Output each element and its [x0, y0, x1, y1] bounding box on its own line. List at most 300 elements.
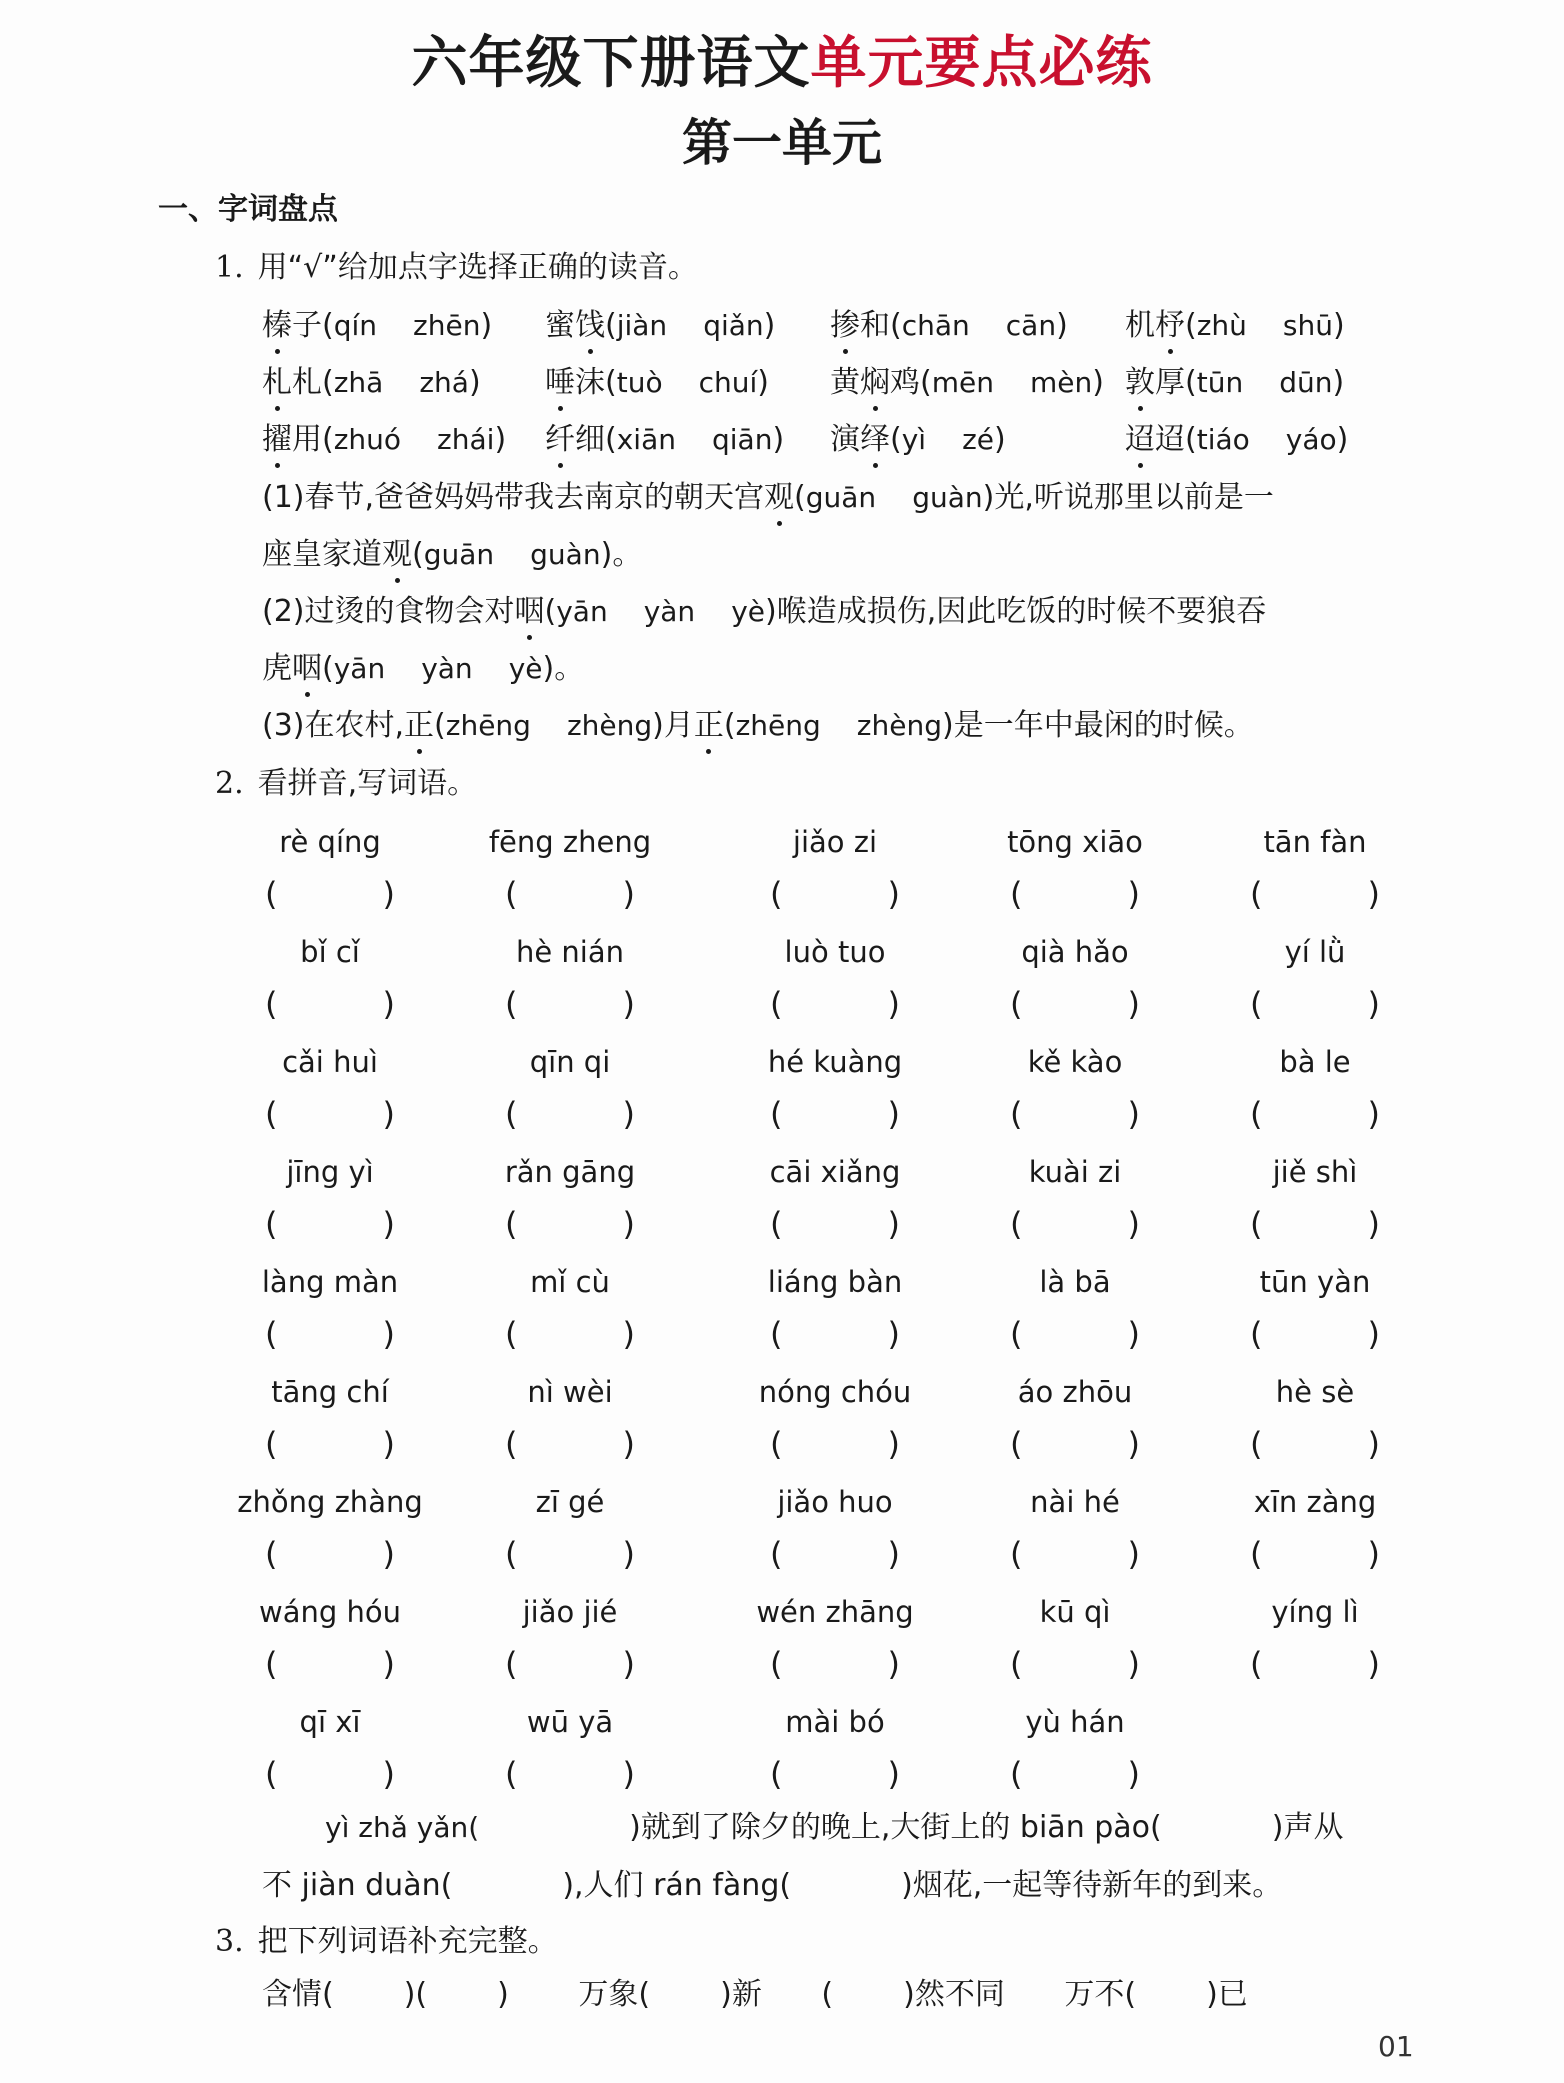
paren: (: [1250, 1425, 1263, 1463]
answer-box[interactable]: [1250, 984, 1380, 1024]
pinyin-prompt: bà le: [1279, 1045, 1351, 1079]
option[interactable]: yè: [731, 595, 765, 628]
paren: (: [505, 1315, 518, 1353]
word-char: 子: [292, 308, 322, 343]
answer-box[interactable]: [1010, 1534, 1140, 1574]
answer-box[interactable]: [265, 984, 395, 1024]
pinyin-prompt: hè nián: [515, 935, 625, 969]
q3-instruction: 把下列词语补充完整。: [257, 1924, 558, 1959]
option[interactable]: zhèng: [566, 709, 653, 742]
pinyin-prompt: làng màn: [261, 1265, 399, 1299]
pinyin-option[interactable]: mèn: [1029, 366, 1093, 399]
q1-title: [215, 248, 698, 288]
dotted-char: 札: [262, 363, 292, 403]
paren: (: [265, 1315, 278, 1353]
paren: (: [1010, 1315, 1023, 1353]
pronunciation-item: [1125, 363, 1344, 403]
pinyin-prompt: cǎi huì: [282, 1045, 378, 1079]
pinyin-prompt: liáng bàn: [767, 1265, 903, 1299]
paren: (: [505, 1205, 518, 1243]
pinyin-option[interactable]: cān: [1005, 309, 1057, 342]
pinyin-prompt: rè qíng: [279, 825, 381, 859]
dotted-char: 饯: [575, 306, 605, 346]
answer-box[interactable]: [1010, 1314, 1140, 1354]
pronunciation-item: [830, 363, 1104, 403]
pinyin-prompt: wū yā: [526, 1705, 614, 1739]
sentence-2-line-1: (2)过烫的食物会对咽(yān yàn yè)喉造成损伤,因此吃饭的时候不要狼吞: [262, 592, 1266, 632]
pinyin-prompt: hè sè: [1275, 1375, 1355, 1409]
paren: (: [770, 1425, 783, 1463]
word-char: 机: [1125, 308, 1155, 343]
sentence-1-line-1: (1)春节,爸爸妈妈带我去南京的朝天宫观(guān guàn)光,听说那里以前是一: [262, 478, 1274, 518]
paren: (: [1010, 1535, 1023, 1573]
paren: (: [1250, 1645, 1263, 1683]
paren: (: [1250, 1535, 1263, 1573]
dotted-char: 正: [694, 706, 724, 746]
pinyin-prompt: tōng xiāo: [1007, 825, 1143, 859]
paren: ): [887, 875, 900, 913]
pinyin-prompt: nài hé: [1030, 1485, 1120, 1519]
pronunciation-item: [262, 306, 492, 346]
pinyin-prompt: wén zhāng: [756, 1595, 914, 1629]
pinyin-prompt: luò tuo: [784, 935, 886, 969]
paren: ): [1367, 1205, 1380, 1243]
paren: (: [770, 1535, 783, 1573]
paren: ): [887, 1425, 900, 1463]
paren: ): [1127, 1535, 1140, 1573]
paren: (: [322, 308, 334, 343]
pinyin-prompt: mài bó: [785, 1705, 885, 1739]
pinyin-prompt: qī xī: [299, 1705, 361, 1739]
pronunciation-item: [1125, 420, 1348, 460]
pinyin-option[interactable]: zhái: [437, 423, 495, 456]
paren: (: [770, 1205, 783, 1243]
pinyin-prompt: jiǎo huo: [777, 1485, 893, 1519]
answer-box[interactable]: [505, 1644, 635, 1684]
punct: 。: [612, 537, 643, 572]
pinyin-option[interactable]: zhá: [419, 366, 469, 399]
pinyin-prompt: yí lǜ: [1284, 935, 1346, 969]
pronunciation-item: [830, 420, 1006, 460]
paren: ): [622, 1755, 635, 1793]
pinyin-prompt: là bā: [1039, 1265, 1111, 1299]
paren: (: [1185, 365, 1197, 400]
answer-box[interactable]: [770, 1094, 900, 1134]
paren: ): [1127, 875, 1140, 913]
paren: (: [265, 1535, 278, 1573]
pinyin-prompt: jiǎo jié: [522, 1595, 618, 1629]
q2-title: [215, 764, 477, 804]
word-char: 用: [292, 422, 322, 457]
paren: ): [887, 1535, 900, 1573]
pinyin-prompt: xīn zàng: [1253, 1485, 1377, 1519]
pronunciation-item: [262, 420, 506, 460]
word-char: 演: [830, 422, 860, 457]
paren: (: [265, 985, 278, 1023]
paren: (: [505, 1645, 518, 1683]
paren: ): [382, 1315, 395, 1353]
paren: ): [1127, 985, 1140, 1023]
word-char: 和: [860, 308, 890, 343]
answer-box[interactable]: [770, 1204, 900, 1244]
paren: ): [1127, 1645, 1140, 1683]
paren: ): [1127, 1425, 1140, 1463]
paren: (: [1010, 1645, 1023, 1683]
pinyin-option[interactable]: shū: [1282, 309, 1334, 342]
answer-box[interactable]: [505, 1314, 635, 1354]
paren: (: [770, 985, 783, 1023]
pinyin-option[interactable]: zhuó: [333, 423, 402, 456]
answer-box[interactable]: [265, 1534, 395, 1574]
option[interactable]: guān: [423, 538, 495, 571]
paren: (: [322, 365, 334, 400]
paragraph-text: yì zhǎ yǎn(: [325, 1811, 480, 1844]
paren: (: [770, 1645, 783, 1683]
pinyin-prompt: nì wèi: [527, 1375, 613, 1409]
title-black: 六年级下册语文: [411, 30, 811, 96]
answer-box[interactable]: [1250, 1314, 1380, 1354]
sentence-3: (3)在农村,正(zhēng zhèng)月正(zhēng zhèng)是一年中最闲的时候。: [262, 706, 1254, 746]
answer-box[interactable]: [1010, 1754, 1140, 1794]
option[interactable]: yàn: [421, 652, 473, 685]
option[interactable]: guān: [805, 481, 877, 514]
answer-box[interactable]: [505, 1754, 635, 1794]
option[interactable]: guàn: [530, 538, 601, 571]
paren: (: [770, 875, 783, 913]
pinyin-option[interactable]: qiān: [711, 423, 773, 456]
sentence-text: 月: [663, 708, 694, 743]
pronunciation-item: [830, 306, 1068, 346]
paren: (: [770, 1315, 783, 1353]
paren: (: [605, 422, 617, 457]
answer-box[interactable]: [265, 1424, 395, 1464]
option[interactable]: zhēng: [735, 709, 821, 742]
answer-box[interactable]: [1010, 984, 1140, 1024]
pinyin-prompt: yù hán: [1025, 1705, 1125, 1739]
paren: ): [382, 875, 395, 913]
pinyin-prompt: áo zhōu: [1017, 1375, 1133, 1409]
q2-instruction: 看拼音,写词语。: [257, 766, 478, 801]
paren: (: [505, 985, 518, 1023]
word-char: 迢: [1155, 422, 1185, 457]
paren: (: [770, 1095, 783, 1133]
pronunciation-item: [1125, 306, 1345, 346]
dotted-char: 敦: [1125, 363, 1155, 403]
pinyin-option[interactable]: tiáo: [1196, 423, 1250, 456]
answer-box[interactable]: [1250, 874, 1380, 914]
answer-box[interactable]: [265, 874, 395, 914]
paren: ): [1333, 308, 1345, 343]
paren: (: [505, 875, 518, 913]
answer-box[interactable]: [1010, 874, 1140, 914]
answer-box[interactable]: [265, 1094, 395, 1134]
sentence-2-line-2: 虎咽(yān yàn yè)。: [262, 649, 584, 689]
option[interactable]: zhēng: [445, 709, 531, 742]
paren: (: [1185, 422, 1197, 457]
paren: ): [382, 1535, 395, 1573]
paren: (: [770, 1755, 783, 1793]
paren: ): [622, 985, 635, 1023]
answer-box[interactable]: [505, 1534, 635, 1574]
sentence-text: (2)过烫的食物会对: [262, 594, 515, 629]
paren: (: [1010, 875, 1023, 913]
paren: ): [622, 1315, 635, 1353]
word-char: 蜜: [545, 308, 575, 343]
answer-box[interactable]: [265, 1644, 395, 1684]
paren: ): [1056, 308, 1068, 343]
paren: (: [265, 1645, 278, 1683]
paren: (: [265, 1425, 278, 1463]
pinyin-prompt: kuài zi: [1028, 1155, 1122, 1189]
paren: ): [887, 1645, 900, 1683]
pinyin-option[interactable]: yì: [901, 423, 927, 456]
answer-box[interactable]: [1010, 1204, 1140, 1244]
pinyin-option[interactable]: chuí: [698, 366, 758, 399]
paren: ): [1367, 1425, 1380, 1463]
option[interactable]: yàn: [643, 595, 696, 628]
pinyin-option[interactable]: dūn: [1279, 366, 1333, 399]
answer-box[interactable]: [770, 1754, 900, 1794]
answer-box[interactable]: [505, 874, 635, 914]
paren: (: [920, 365, 932, 400]
paren: ): [1127, 1315, 1140, 1353]
pinyin-prompt: qià hǎo: [1021, 935, 1129, 969]
sentence-text: 是一年中最闲的时候。: [953, 708, 1254, 743]
paragraph-line-2: [262, 1866, 1282, 1906]
answer-box[interactable]: [1250, 1094, 1380, 1134]
paren: ): [1127, 1755, 1140, 1793]
pinyin-prompt: tāng chí: [271, 1375, 389, 1409]
pinyin-prompt: bǐ cǐ: [300, 935, 360, 969]
pinyin-option[interactable]: tuò: [616, 366, 663, 399]
paren: ): [763, 308, 776, 343]
paren: (: [265, 1205, 278, 1243]
answer-box[interactable]: [1250, 1204, 1380, 1244]
word-char: 沫: [575, 365, 605, 400]
paren: (: [505, 1535, 518, 1573]
answer-box[interactable]: [265, 1754, 395, 1794]
paren: (: [1250, 875, 1263, 913]
dotted-char: 观: [382, 535, 412, 575]
pinyin-prompt: kě kào: [1027, 1045, 1123, 1079]
dotted-char: 咽: [292, 649, 322, 689]
paren: ): [622, 1095, 635, 1133]
paren: ): [887, 1205, 900, 1243]
word-char: 鸡: [890, 365, 920, 400]
paren: (: [605, 308, 617, 343]
paren: (: [505, 1755, 518, 1793]
unit-subtitle: 第一单元: [682, 113, 882, 172]
dotted-char: 纤: [545, 420, 575, 460]
paren: ): [1367, 985, 1380, 1023]
answer-box[interactable]: [265, 1314, 395, 1354]
answer-box[interactable]: [505, 1204, 635, 1244]
pinyin-option[interactable]: zhā: [333, 366, 384, 399]
paragraph-text: 不 jiàn duàn(: [262, 1868, 453, 1903]
pinyin-option[interactable]: tūn: [1196, 366, 1244, 399]
paren: (: [322, 422, 334, 457]
answer-box[interactable]: [770, 1424, 900, 1464]
paren: ): [382, 985, 395, 1023]
pinyin-prompt: hé kuàng: [767, 1045, 903, 1079]
answer-box[interactable]: [265, 1204, 395, 1244]
dotted-char: 观: [764, 478, 794, 518]
pinyin-prompt: yíng lì: [1271, 1595, 1359, 1629]
paren: ): [622, 1205, 635, 1243]
pinyin-option[interactable]: chān: [901, 309, 970, 342]
paren: ): [772, 422, 785, 457]
paren: ): [1367, 1535, 1380, 1573]
answer-box[interactable]: [505, 1424, 635, 1464]
option[interactable]: yān: [556, 595, 608, 628]
pinyin-prompt: qīn qi: [529, 1045, 611, 1079]
pronunciation-item: [262, 363, 481, 403]
paren: ): [382, 1095, 395, 1133]
dotted-char: 焖: [860, 363, 890, 403]
paragraph-text: )烟花,一起等待新年的到来。: [901, 1868, 1283, 1903]
pinyin-option[interactable]: zhù: [1196, 309, 1247, 342]
paren: ): [1367, 1315, 1380, 1353]
paren: (: [1010, 1425, 1023, 1463]
dotted-char: 掺: [830, 306, 860, 346]
paren: ): [622, 1645, 635, 1683]
answer-box[interactable]: [770, 874, 900, 914]
pinyin-prompt: nóng chóu: [758, 1375, 912, 1409]
option[interactable]: yè: [508, 652, 543, 685]
pinyin-option[interactable]: zé: [962, 423, 995, 456]
q3-number: 3.: [215, 1924, 244, 1959]
idiom-item: 万不( )已: [1064, 1977, 1248, 2012]
pinyin-prompt: rǎn gāng: [504, 1155, 636, 1189]
sentence-1-line-2: 座皇家道观(guān guàn)。: [262, 535, 642, 575]
pinyin-option[interactable]: xiān: [616, 423, 676, 456]
answer-box[interactable]: [1250, 1534, 1380, 1574]
title-red: 单元要点必练: [810, 30, 1153, 96]
paren: ): [1367, 1095, 1380, 1133]
paren: (: [1250, 1205, 1263, 1243]
paren: ): [757, 365, 769, 400]
paren: ): [887, 1095, 900, 1133]
paren: (: [605, 365, 617, 400]
paren: (: [1185, 308, 1197, 343]
pinyin-prompt: kū qì: [1039, 1595, 1111, 1629]
option[interactable]: yān: [333, 652, 386, 685]
q2-number: 2.: [215, 766, 244, 801]
paren: ): [887, 1315, 900, 1353]
q1-instruction: 用“√”给加点字选择正确的读音。: [257, 250, 698, 285]
answer-box[interactable]: [1010, 1644, 1140, 1684]
paren: (: [1010, 985, 1023, 1023]
paren: (: [890, 422, 902, 457]
paren: ): [468, 365, 481, 400]
paren: ): [1367, 1645, 1380, 1683]
sentence-text: (1)春节,爸爸妈妈带我去南京的朝天宫: [262, 480, 765, 515]
pinyin-prompt: tūn yàn: [1259, 1265, 1371, 1299]
paren: (: [1250, 1095, 1263, 1133]
paren: ): [887, 1755, 900, 1793]
pinyin-prompt: mǐ cù: [530, 1265, 610, 1299]
answer-box[interactable]: [770, 1534, 900, 1574]
punct: 。: [554, 651, 585, 686]
paren: (: [505, 1425, 518, 1463]
dotted-char: 擢: [262, 420, 292, 460]
pinyin-prompt: jiě shì: [1272, 1155, 1358, 1189]
answer-box[interactable]: [1010, 1424, 1140, 1464]
option[interactable]: guàn: [912, 481, 983, 514]
option[interactable]: zhèng: [856, 709, 942, 742]
pronunciation-item: [545, 306, 775, 346]
dotted-char: 正: [404, 706, 434, 746]
answer-box[interactable]: [1250, 1424, 1380, 1464]
answer-box[interactable]: [1250, 1644, 1380, 1684]
answer-box[interactable]: [770, 1644, 900, 1684]
idiom-item: ( )然不同: [821, 1977, 1005, 2012]
pinyin-prompt: jīng yì: [286, 1155, 374, 1189]
dotted-char: 唾: [545, 363, 575, 403]
paren: ): [622, 1535, 635, 1573]
paren: (: [265, 1755, 278, 1793]
pinyin-option[interactable]: qiǎn: [703, 309, 764, 342]
idiom-item: 含情( )( ): [262, 1977, 509, 2012]
idiom-list: [262, 1975, 1248, 2015]
answer-box[interactable]: [770, 984, 900, 1024]
answer-box[interactable]: [770, 1314, 900, 1354]
paren: ): [1127, 1095, 1140, 1133]
paren: ): [494, 422, 507, 457]
sentence-text: 座皇家道: [262, 537, 382, 572]
section-heading: 一、字词盘点: [158, 192, 338, 227]
paren: ): [480, 308, 493, 343]
pinyin-prompt: zī gé: [535, 1485, 605, 1519]
sentence-text: 喉造成损伤,因此吃饭的时候不要狼吞: [776, 594, 1267, 629]
paren: (: [1010, 1755, 1023, 1793]
paren: (: [1250, 1315, 1263, 1353]
paren: ): [1367, 875, 1380, 913]
dotted-char: 绎: [860, 420, 890, 460]
paren: (: [1010, 1095, 1023, 1133]
paren: ): [1332, 365, 1345, 400]
page-number: 01: [1378, 2030, 1414, 2063]
word-char: 札: [292, 365, 322, 400]
pinyin-prompt: cāi xiǎng: [769, 1155, 901, 1189]
pinyin-option[interactable]: qín: [333, 309, 378, 342]
pronunciation-item: [545, 363, 769, 403]
paragraph-line-1: [325, 1808, 1343, 1848]
answer-box[interactable]: [1010, 1094, 1140, 1134]
pinyin-prompt: zhǒng zhàng: [237, 1485, 423, 1519]
paren: (: [265, 875, 278, 913]
pinyin-option[interactable]: jiàn: [616, 309, 668, 342]
q1-number: 1.: [215, 250, 244, 285]
paren: (: [890, 308, 902, 343]
pinyin-option[interactable]: mēn: [931, 366, 994, 399]
paren: ): [382, 1755, 395, 1793]
paren: (: [505, 1095, 518, 1133]
word-char: 厚: [1155, 365, 1185, 400]
paren: ): [1092, 365, 1104, 400]
paragraph-text: ),人们 rán fàng(: [562, 1868, 792, 1903]
pinyin-option[interactable]: yáo: [1285, 423, 1337, 456]
pinyin-option[interactable]: zhēn: [413, 309, 481, 342]
pinyin-prompt: jiǎo zi: [792, 825, 878, 859]
paren: ): [622, 875, 635, 913]
dotted-char: 迢: [1125, 420, 1155, 460]
answer-box[interactable]: [505, 984, 635, 1024]
answer-box[interactable]: [505, 1094, 635, 1134]
pinyin-prompt: wáng hóu: [259, 1595, 401, 1629]
word-char: 黄: [830, 365, 860, 400]
dotted-char: 杼: [1155, 306, 1185, 346]
